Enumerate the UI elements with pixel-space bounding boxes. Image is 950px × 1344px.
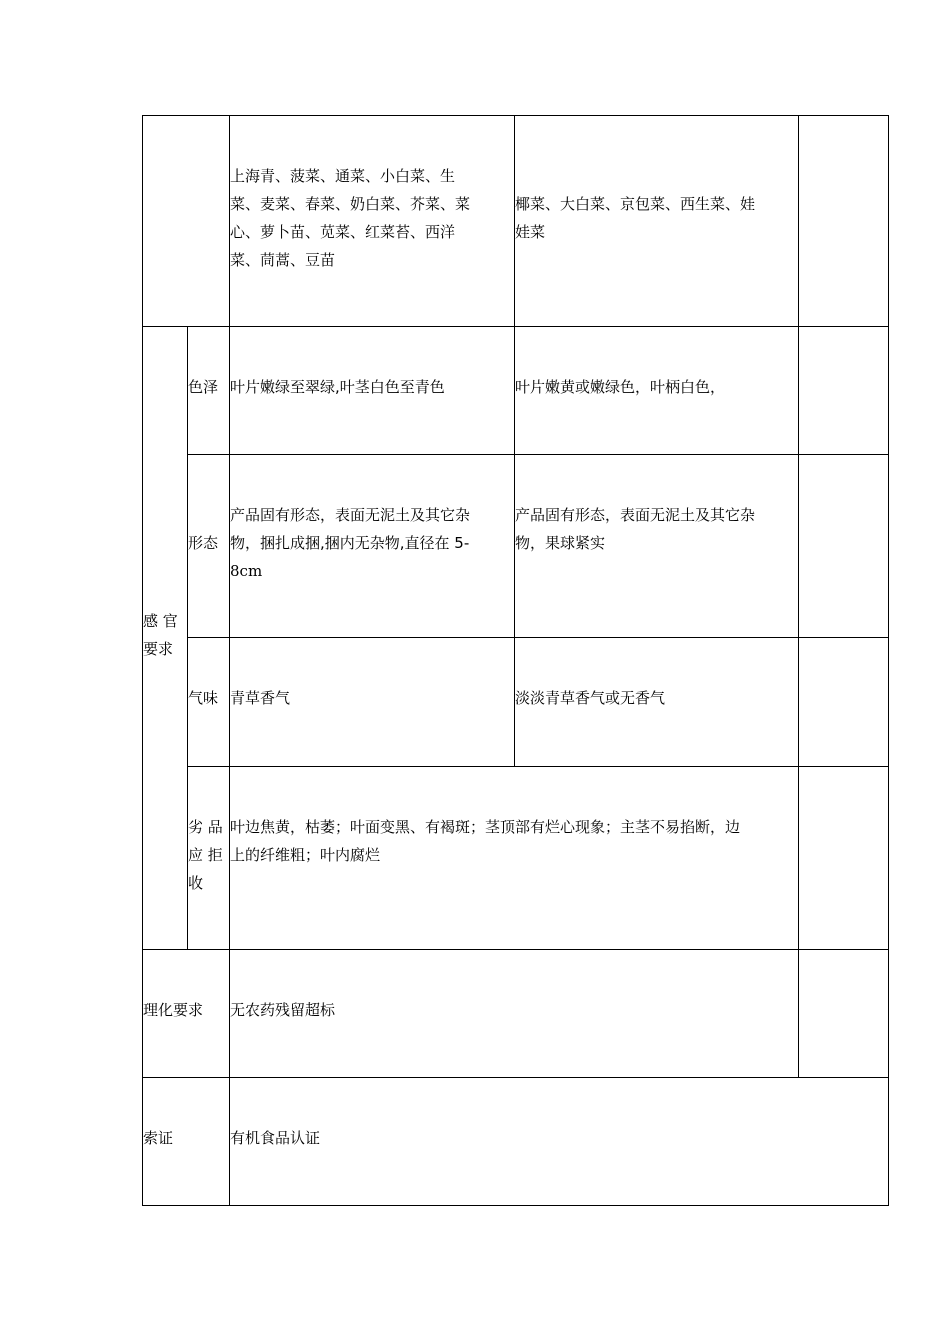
form-heading — [515, 501, 755, 557]
row-divider — [187, 637, 889, 638]
text-line: 物，果球紧实 — [515, 534, 606, 552]
smell-label: 气味 — [188, 689, 219, 707]
color-heading: 叶片嫩黄或嫩绿色，叶柄白色， — [515, 378, 726, 396]
text-line: 上的纤维粗；叶内腐烂 — [230, 846, 381, 864]
text-line: 叶边焦黄，枯萎；叶面变黑、有褐斑；茎顶部有烂心现象；主茎不易掐断，边 — [230, 818, 741, 836]
row-divider — [187, 454, 889, 455]
physchem-label: 理化要求 — [143, 1001, 204, 1019]
form-label: 形态 — [188, 534, 219, 552]
sensory-group-label — [143, 607, 178, 663]
color-leafy: 叶片嫩绿至翠绿,叶茎白色至青色 — [230, 378, 445, 396]
reject-label — [188, 813, 223, 897]
column-divider — [229, 115, 230, 1206]
heading-varieties — [515, 190, 755, 246]
leafy-varieties — [230, 162, 470, 274]
certificate-label: 索证 — [143, 1129, 174, 1147]
text-line: 娃菜 — [515, 223, 546, 241]
row-divider — [142, 949, 889, 950]
color-label: 色泽 — [188, 378, 219, 396]
row-divider — [142, 326, 889, 327]
text-line: 椰菜、大白菜、京包菜、西生菜、娃 — [515, 195, 756, 213]
column-divider — [798, 115, 799, 1078]
text-line: 产品固有形态，表面无泥土及其它杂 — [515, 506, 756, 524]
smell-heading: 淡淡青草香气或无香气 — [515, 689, 666, 707]
table-border-bottom — [142, 1205, 889, 1206]
text-line: 应 拒 — [188, 846, 223, 864]
text-line: 物，捆扎成捆,捆内无杂物,直径在 5- — [230, 534, 470, 552]
text-line: 菜、茼蒿、豆苗 — [230, 251, 336, 269]
form-leafy — [230, 501, 470, 585]
row-divider — [142, 1077, 889, 1078]
text-line: 产品固有形态，表面无泥土及其它杂 — [230, 506, 471, 524]
table-border-top — [142, 115, 889, 116]
table-border-right — [888, 115, 889, 1206]
text-line: 要求 — [143, 640, 174, 658]
text-line: 8cm — [230, 562, 263, 580]
row-divider — [187, 766, 889, 767]
text-line: 上海青、菠菜、通菜、小白菜、生 — [230, 167, 456, 185]
reject-text — [230, 813, 740, 869]
smell-leafy: 青草香气 — [230, 689, 291, 707]
text-line: 感 官 — [143, 612, 178, 630]
text-line: 菜、麦菜、春菜、奶白菜、芥菜、菜 — [230, 195, 471, 213]
text-line: 劣 品 — [188, 818, 223, 836]
text-line: 心、萝卜苗、苋菜、红菜苔、西洋 — [230, 223, 456, 241]
physchem-text: 无农药残留超标 — [230, 1001, 336, 1019]
certificate-text: 有机食品认证 — [230, 1129, 321, 1147]
text-line: 收 — [188, 874, 204, 892]
